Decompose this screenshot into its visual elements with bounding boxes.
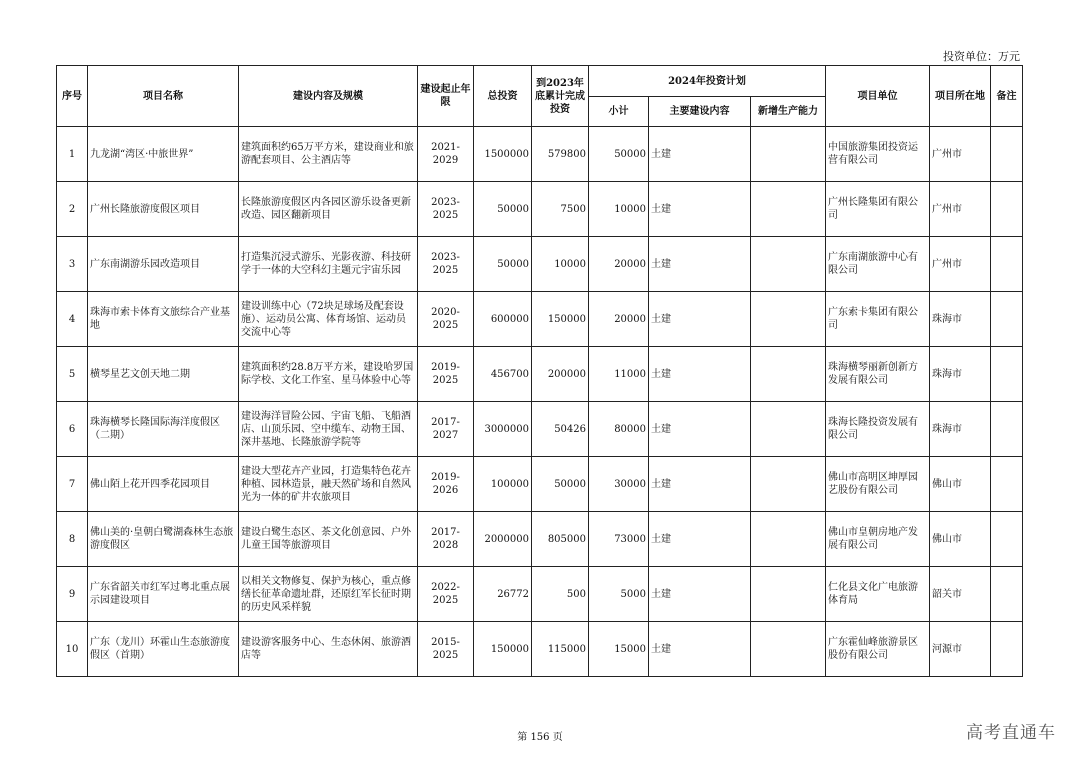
table-row <box>57 457 1023 512</box>
cell-period: 2019-2026 <box>418 457 474 512</box>
table-row <box>57 292 1023 347</box>
cell-period: 2017-2028 <box>418 512 474 567</box>
cell-seq: 10 <box>57 622 88 677</box>
cell-seq: 8 <box>57 512 88 567</box>
cell-content: 打造集沉浸式游乐、光影夜游、科技研学于一体的大空科幻主题元宇宙乐园 <box>239 237 418 292</box>
cell-seq: 9 <box>57 567 88 622</box>
cell-subtotal: 5000 <box>589 567 649 622</box>
investment-table <box>56 65 1023 677</box>
cell-unit: 广州长隆集团有限公司 <box>826 182 930 237</box>
cell-location: 珠海市 <box>930 402 991 457</box>
cell-location: 珠海市 <box>930 347 991 402</box>
page-number: 第 156 页 <box>517 732 563 743</box>
cell-remarks <box>991 567 1023 622</box>
cell-cumulative: 200000 <box>532 347 589 402</box>
cell-main-content: 土建 <box>649 512 751 567</box>
table-row <box>57 402 1023 457</box>
cell-new-capacity <box>751 292 826 347</box>
cell-main-content: 土建 <box>649 237 751 292</box>
cell-subtotal: 30000 <box>589 457 649 512</box>
cell-name: 九龙湖“湾区·中旅世界” <box>88 127 239 182</box>
cell-seq: 6 <box>57 402 88 457</box>
header-subtotal: 小计 <box>589 97 649 127</box>
cell-period: 2020-2025 <box>418 292 474 347</box>
header-name: 项目名称 <box>88 66 239 127</box>
cell-location: 广州市 <box>930 182 991 237</box>
cell-total: 600000 <box>474 292 532 347</box>
cell-unit: 佛山市皇朝房地产发展有限公司 <box>826 512 930 567</box>
cell-seq: 7 <box>57 457 88 512</box>
cell-unit: 广东南湖旅游中心有限公司 <box>826 237 930 292</box>
cell-new-capacity <box>751 457 826 512</box>
cell-remarks <box>991 402 1023 457</box>
header-location: 项目所在地 <box>930 66 991 127</box>
cell-seq: 3 <box>57 237 88 292</box>
cell-remarks <box>991 292 1023 347</box>
cell-content: 建设海洋冒险公园、宇宙飞船、飞船酒店、山顶乐园、空中缆车、动物王国、深井基地、长隆旅游学院等 <box>239 402 418 457</box>
unit-label: 投资单位：万元 <box>943 50 1020 63</box>
cell-new-capacity <box>751 567 826 622</box>
cell-unit: 广东霍仙峰旅游景区股份有限公司 <box>826 622 930 677</box>
table-row <box>57 127 1023 182</box>
cell-total: 2000000 <box>474 512 532 567</box>
table-row <box>57 182 1023 237</box>
cell-content: 建筑面积约28.8万平方米，建设哈罗国际学校、文化工作室、星马体验中心等 <box>239 347 418 402</box>
cell-location: 佛山市 <box>930 512 991 567</box>
cell-seq: 4 <box>57 292 88 347</box>
cell-new-capacity <box>751 237 826 292</box>
cell-period: 2021-2029 <box>418 127 474 182</box>
cell-main-content: 土建 <box>649 347 751 402</box>
cell-remarks <box>991 512 1023 567</box>
cell-new-capacity <box>751 622 826 677</box>
cell-subtotal: 20000 <box>589 237 649 292</box>
cell-period: 2015-2025 <box>418 622 474 677</box>
cell-seq: 1 <box>57 127 88 182</box>
table-row <box>57 237 1023 292</box>
cell-total: 100000 <box>474 457 532 512</box>
cell-cumulative: 50426 <box>532 402 589 457</box>
cell-main-content: 土建 <box>649 292 751 347</box>
cell-new-capacity <box>751 347 826 402</box>
cell-content: 建筑面积约65万平方米，建设商业和旅游配套项目、公主酒店等 <box>239 127 418 182</box>
header-plan-2024: 2024年投资计划 <box>589 66 826 97</box>
table-row <box>57 567 1023 622</box>
cell-name: 佛山陌上花开四季花园项目 <box>88 457 239 512</box>
cell-content: 建设大型花卉产业园，打造集特色花卉种植、园林造景，融天然矿场和自然风光为一体的矿井农旅项目 <box>239 457 418 512</box>
cell-new-capacity <box>751 127 826 182</box>
cell-remarks <box>991 347 1023 402</box>
cell-name: 珠海市索卡体育文旅综合产业基地 <box>88 292 239 347</box>
header-content: 建设内容及规模 <box>239 66 418 127</box>
cell-unit: 仁化县文化广电旅游体育局 <box>826 567 930 622</box>
cell-total: 50000 <box>474 237 532 292</box>
cell-subtotal: 11000 <box>589 347 649 402</box>
cell-content: 建设训练中心（72块足球场及配套设施）、运动员公寓、体育场馆、运动员交流中心等 <box>239 292 418 347</box>
cell-total: 456700 <box>474 347 532 402</box>
cell-seq: 5 <box>57 347 88 402</box>
cell-unit: 佛山市高明区坤厚园艺股份有限公司 <box>826 457 930 512</box>
cell-name: 佛山美的·皇朝白鹭湖森林生态旅游度假区 <box>88 512 239 567</box>
cell-location: 河源市 <box>930 622 991 677</box>
cell-unit: 珠海长隆投资发展有限公司 <box>826 402 930 457</box>
cell-cumulative: 500 <box>532 567 589 622</box>
cell-location: 韶关市 <box>930 567 991 622</box>
cell-name: 广东省韶关市红军过粤北重点展示园建设项目 <box>88 567 239 622</box>
cell-main-content: 土建 <box>649 127 751 182</box>
cell-content: 建设游客服务中心、生态休闲、旅游酒店等 <box>239 622 418 677</box>
cell-subtotal: 10000 <box>589 182 649 237</box>
cell-remarks <box>991 622 1023 677</box>
header-remarks: 备注 <box>991 66 1023 127</box>
cell-location: 佛山市 <box>930 457 991 512</box>
cell-name: 广东（龙川）环霍山生态旅游度假区（首期） <box>88 622 239 677</box>
table-row <box>57 512 1023 567</box>
cell-main-content: 土建 <box>649 567 751 622</box>
cell-remarks <box>991 127 1023 182</box>
cell-cumulative: 50000 <box>532 457 589 512</box>
table-row <box>57 622 1023 677</box>
header-total: 总投资 <box>474 66 532 127</box>
watermark: 高考直通车 <box>966 723 1056 743</box>
cell-location: 珠海市 <box>930 292 991 347</box>
header-new-capacity: 新增生产能力 <box>751 97 826 127</box>
cell-total: 3000000 <box>474 402 532 457</box>
cell-remarks <box>991 237 1023 292</box>
cell-seq: 2 <box>57 182 88 237</box>
cell-period: 2022-2025 <box>418 567 474 622</box>
cell-unit: 珠海横琴丽新创新方发展有限公司 <box>826 347 930 402</box>
cell-cumulative: 7500 <box>532 182 589 237</box>
header-cumulative: 到2023年底累计完成投资 <box>532 66 589 127</box>
cell-main-content: 土建 <box>649 457 751 512</box>
cell-name: 珠海横琴长隆国际海洋度假区（二期） <box>88 402 239 457</box>
cell-unit: 广东索卡集团有限公司 <box>826 292 930 347</box>
cell-period: 2017-2027 <box>418 402 474 457</box>
cell-name: 广东南湖游乐园改造项目 <box>88 237 239 292</box>
cell-cumulative: 10000 <box>532 237 589 292</box>
cell-period: 2023-2025 <box>418 237 474 292</box>
cell-subtotal: 80000 <box>589 402 649 457</box>
cell-total: 1500000 <box>474 127 532 182</box>
cell-total: 26772 <box>474 567 532 622</box>
cell-unit: 中国旅游集团投资运营有限公司 <box>826 127 930 182</box>
header-seq: 序号 <box>57 66 88 127</box>
cell-total: 150000 <box>474 622 532 677</box>
cell-name: 横琴星艺文创天地二期 <box>88 347 239 402</box>
cell-new-capacity <box>751 402 826 457</box>
cell-cumulative: 115000 <box>532 622 589 677</box>
cell-subtotal: 50000 <box>589 127 649 182</box>
header-period: 建设起止年限 <box>418 66 474 127</box>
cell-main-content: 土建 <box>649 622 751 677</box>
header-unit: 项目单位 <box>826 66 930 127</box>
cell-content: 长隆旅游度假区内各园区游乐设备更新改造、园区翻新项目 <box>239 182 418 237</box>
cell-main-content: 土建 <box>649 402 751 457</box>
cell-remarks <box>991 457 1023 512</box>
cell-content: 以相关文物修复、保护为核心，重点修缮长征革命遗址群，还原红军长征时期的历史风采样貌 <box>239 567 418 622</box>
header-main-content: 主要建设内容 <box>649 97 751 127</box>
cell-main-content: 土建 <box>649 182 751 237</box>
cell-content: 建设白鹭生态区、茶文化创意园、户外儿童王国等旅游项目 <box>239 512 418 567</box>
cell-subtotal: 73000 <box>589 512 649 567</box>
cell-location: 广州市 <box>930 237 991 292</box>
cell-subtotal: 20000 <box>589 292 649 347</box>
cell-cumulative: 150000 <box>532 292 589 347</box>
cell-location: 广州市 <box>930 127 991 182</box>
cell-period: 2019-2025 <box>418 347 474 402</box>
cell-remarks <box>991 182 1023 237</box>
table-row <box>57 347 1023 402</box>
cell-subtotal: 15000 <box>589 622 649 677</box>
cell-total: 50000 <box>474 182 532 237</box>
cell-cumulative: 805000 <box>532 512 589 567</box>
cell-cumulative: 579800 <box>532 127 589 182</box>
cell-name: 广州长隆旅游度假区项目 <box>88 182 239 237</box>
cell-new-capacity <box>751 512 826 567</box>
cell-new-capacity <box>751 182 826 237</box>
cell-period: 2023-2025 <box>418 182 474 237</box>
